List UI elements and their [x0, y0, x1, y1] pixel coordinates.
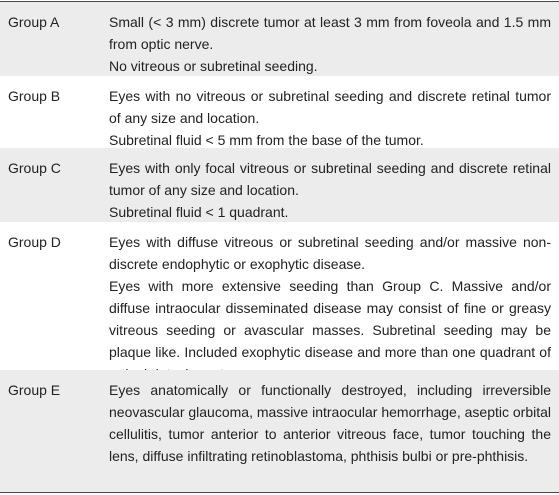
group-description — [109, 231, 551, 385]
group-description — [109, 85, 551, 151]
description-line: Eyes anatomically or functionally destroyed, including irreversible neovascular glaucoma, massive intraocular hemorrhage, aseptic orbital cellulitis, tumor anterior to anterior vitreous face, tumor touching the lens, diffuse infiltrating retinoblastoma, phthisis bulbi or pre-phthisis. — [109, 382, 551, 464]
group-label: Group B — [8, 88, 61, 104]
group-label: Group A — [8, 14, 60, 30]
group-description — [109, 11, 551, 77]
table-row-group-c — [0, 148, 559, 222]
group-description — [109, 157, 551, 223]
description-line: Eyes with more extensive seeding than Group C. Massive and/or diffuse intraocular disseminated disease may consist of fine or greasy vitreous seeding or avascular masses. Subretinal seeding may be plaque like. Included exophytic disease and more than one quadrant of — [109, 278, 551, 360]
description-line: Eyes with no vitreous or subretinal seeding and discrete retinal tumor of any size and location. — [109, 88, 551, 126]
description-line: Eyes with only focal vitreous or subretinal seeding and discrete retinal tumor of any size and location. — [109, 160, 551, 198]
description-line: Subretinal fluid < 5 mm from the base of the tumor. — [109, 132, 424, 148]
group-label: Group E — [8, 382, 61, 398]
table-row-group-d — [0, 222, 559, 370]
table-row-group-a — [0, 2, 559, 76]
table-row-group-b — [0, 76, 559, 148]
table-bottom-rule — [0, 492, 559, 493]
description-line: Eyes with diffuse vitreous or subretinal seeding and/or massive non-discrete endophytic or exophytic disease. — [109, 234, 551, 272]
description-line: No vitreous or subretinal seeding. — [109, 58, 318, 74]
description-line: Subretinal fluid < 1 quadrant. — [109, 204, 289, 220]
group-description — [109, 379, 551, 467]
description-line: Small (< 3 mm) discrete tumor at least 3 mm from foveola and 1.5 mm from optic nerve. — [109, 14, 551, 52]
group-label: Group D — [8, 234, 61, 250]
group-label: Group C — [8, 160, 61, 176]
table-row-group-e — [0, 370, 559, 492]
